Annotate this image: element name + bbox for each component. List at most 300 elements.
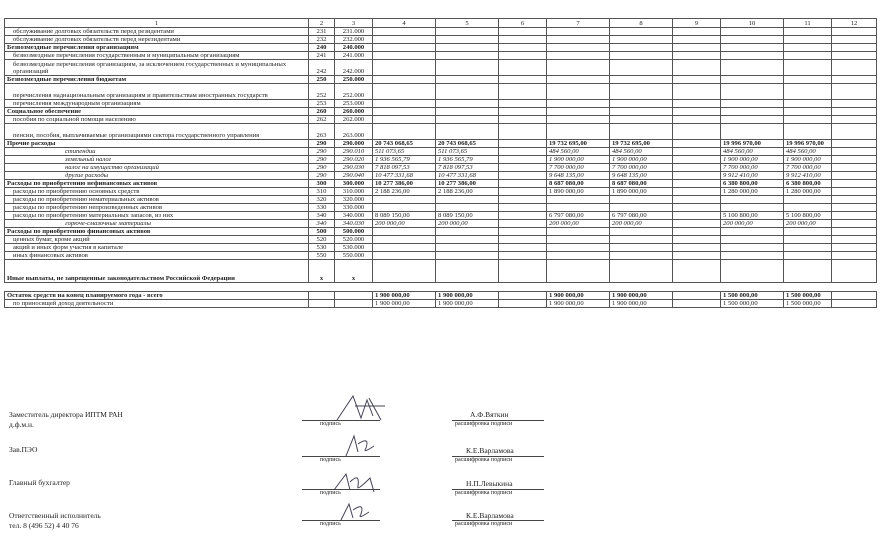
balance-table-body (5, 292, 877, 308)
value-cell (547, 108, 610, 116)
value-cell: 7 818 097,53 (373, 164, 436, 172)
table-row (5, 148, 877, 156)
value-cell (436, 116, 499, 124)
row-code-cell: 520 (309, 236, 335, 244)
signer-name: А.Ф.Вяткин (470, 410, 509, 419)
table-row (5, 84, 877, 100)
value-cell (499, 140, 547, 148)
value-cell (832, 212, 877, 220)
row-code-cell: 320 (309, 196, 335, 204)
value-cell (721, 60, 784, 76)
value-cell (832, 44, 877, 52)
row-code-cell: 550 (309, 252, 335, 260)
signature-label: подпись (320, 457, 341, 463)
row-name-cell: Социальное обеспечение (5, 108, 309, 116)
column-number-row (5, 19, 877, 28)
table-row (5, 28, 877, 36)
signer-subtitle: тел. 8 (496 52) 4 40 76 (9, 521, 79, 530)
value-cell: 7 700 000,00 (610, 164, 673, 172)
value-cell: 484 560,00 (547, 148, 610, 156)
value-cell (373, 52, 436, 60)
value-cell: 10 477 331,68 (373, 172, 436, 180)
value-cell (832, 116, 877, 124)
value-cell (436, 228, 499, 236)
value-cell (784, 28, 832, 36)
value-cell: 484 560,00 (784, 148, 832, 156)
value-cell (784, 36, 832, 44)
value-cell (499, 172, 547, 180)
value-cell (373, 76, 436, 84)
row-code-cell: 340 (309, 220, 335, 228)
table-row (5, 300, 877, 308)
value-cell (832, 236, 877, 244)
value-cell: 200 000,00 (373, 220, 436, 228)
value-cell (832, 60, 877, 76)
row-code-cell: 290 (309, 164, 335, 172)
value-cell (673, 76, 721, 84)
row-code-cell: 231 (309, 28, 335, 36)
kosgu-code-cell: 340.000 (335, 212, 373, 220)
kosgu-code-cell: 263.000 (335, 124, 373, 140)
row-name-cell: Расходы по приобретению нефинансовых активов (5, 180, 309, 188)
row-name-cell: обслуживание долговых обязательств перед нерезидентами (5, 36, 309, 44)
value-cell (832, 156, 877, 164)
value-cell (784, 196, 832, 204)
row-name-cell: Безвозмездные перечисления бюджетам (5, 76, 309, 84)
value-cell (721, 260, 784, 283)
row-name-cell: Иные выплаты, не запрещенные законодательством Российской Федерации (5, 260, 309, 283)
value-cell (373, 84, 436, 100)
value-cell (784, 124, 832, 140)
kosgu-code-cell: 320.000 (335, 196, 373, 204)
kosgu-code-cell: 290.010 (335, 148, 373, 156)
value-cell (673, 220, 721, 228)
value-cell (721, 44, 784, 52)
column-number-cell: 2 (309, 19, 335, 28)
value-cell (721, 76, 784, 84)
value-cell: 1 500 000,00 (721, 292, 784, 300)
row-name-cell: налог на имущество организаций (5, 164, 309, 172)
signature-image (333, 392, 393, 424)
row-name-cell: пенсии, пособия, выплачиваемые организациями сектора государственного управления (5, 124, 309, 140)
row-name-cell: горюче-смазочные материалы (5, 220, 309, 228)
value-cell: 7 818 097,53 (436, 164, 499, 172)
value-cell: 2 188 236,00 (373, 188, 436, 196)
value-cell (610, 84, 673, 100)
value-cell (610, 244, 673, 252)
value-cell (721, 108, 784, 116)
value-cell (499, 212, 547, 220)
value-cell: 511 073,65 (373, 148, 436, 156)
kosgu-code-cell: 232.000 (335, 36, 373, 44)
value-cell: 5 100 800,00 (721, 212, 784, 220)
value-cell (610, 60, 673, 76)
value-cell: 6 797 080,00 (547, 212, 610, 220)
value-cell (832, 228, 877, 236)
value-cell (673, 84, 721, 100)
table-row (5, 108, 877, 116)
kosgu-code-cell (335, 292, 373, 300)
row-name-cell: ценных бумаг, кроме акций (5, 236, 309, 244)
row-name-cell: расходы по приобретению материальных запасов, из них (5, 212, 309, 220)
value-cell (547, 252, 610, 260)
table-row (5, 236, 877, 244)
value-cell (610, 236, 673, 244)
column-number-cell: 9 (673, 19, 721, 28)
row-name-cell: расходы по приобретению нематериальных активов (5, 196, 309, 204)
value-cell (436, 52, 499, 60)
value-cell (436, 44, 499, 52)
value-cell (721, 100, 784, 108)
row-code-cell: 500 (309, 228, 335, 236)
value-cell (673, 36, 721, 44)
value-cell: 8 089 150,00 (436, 212, 499, 220)
value-cell (436, 204, 499, 212)
value-cell: 1 890 000,00 (547, 188, 610, 196)
signature-image (330, 468, 380, 496)
value-cell (673, 260, 721, 283)
kosgu-code-cell: 241.000 (335, 52, 373, 60)
row-code-cell: 300 (309, 180, 335, 188)
value-cell (373, 252, 436, 260)
value-cell: 1 900 000,00 (436, 300, 499, 308)
value-cell (721, 252, 784, 260)
value-cell: 1 900 000,00 (547, 300, 610, 308)
value-cell (499, 116, 547, 124)
table-row (5, 100, 877, 108)
value-cell (547, 228, 610, 236)
value-cell (784, 228, 832, 236)
value-cell (673, 236, 721, 244)
value-cell (547, 244, 610, 252)
value-cell (673, 196, 721, 204)
kosgu-code-cell: 231.000 (335, 28, 373, 36)
value-cell (436, 60, 499, 76)
value-cell: 6 380 800,00 (784, 180, 832, 188)
value-cell (373, 100, 436, 108)
row-code-cell: 310 (309, 188, 335, 196)
row-name-cell: Остаток средств на конец планируемого года - всего (5, 292, 309, 300)
value-cell: 1 900 000,00 (610, 300, 673, 308)
value-cell: 1 280 000,00 (721, 188, 784, 196)
value-cell (832, 260, 877, 283)
value-cell (673, 180, 721, 188)
value-cell (784, 244, 832, 252)
row-code-cell (309, 292, 335, 300)
table-row (5, 124, 877, 140)
value-cell (610, 76, 673, 84)
value-cell: 8 687 080,00 (547, 180, 610, 188)
value-cell (721, 52, 784, 60)
value-cell (673, 300, 721, 308)
row-name-cell: акций и иных форм участия в капитале (5, 244, 309, 252)
value-cell (721, 124, 784, 140)
value-cell (610, 124, 673, 140)
row-code-cell (309, 300, 335, 308)
value-cell (373, 228, 436, 236)
signature-image (335, 500, 375, 524)
table-row (5, 252, 877, 260)
kosgu-code-cell: 290.030 (335, 164, 373, 172)
value-cell: 10 277 386,00 (436, 180, 499, 188)
table-row (5, 204, 877, 212)
value-cell (373, 108, 436, 116)
value-cell (499, 52, 547, 60)
value-cell: 6 797 080,00 (610, 212, 673, 220)
value-cell: 19 732 695,00 (610, 140, 673, 148)
value-cell (832, 300, 877, 308)
value-cell (673, 244, 721, 252)
column-number-cell: 12 (832, 19, 877, 28)
table-row (5, 172, 877, 180)
value-cell (832, 76, 877, 84)
value-cell (673, 148, 721, 156)
kosgu-code-cell: 260.000 (335, 108, 373, 116)
column-number-cell: 5 (436, 19, 499, 28)
signer-name: К.Е.Варламова (466, 446, 514, 455)
value-cell (832, 220, 877, 228)
table-row (5, 60, 877, 76)
column-number-cell: 8 (610, 19, 673, 28)
value-cell (721, 204, 784, 212)
row-code-cell: 290 (309, 140, 335, 148)
value-cell (673, 60, 721, 76)
value-cell: 7 700 000,00 (721, 164, 784, 172)
expenses-table (4, 18, 877, 283)
value-cell (673, 164, 721, 172)
column-number-cell: 7 (547, 19, 610, 28)
value-cell (610, 204, 673, 212)
value-cell (436, 28, 499, 36)
value-cell (832, 100, 877, 108)
value-cell (673, 124, 721, 140)
value-cell: 2 188 236,00 (436, 188, 499, 196)
value-cell (373, 116, 436, 124)
value-cell (547, 52, 610, 60)
value-cell: 1 500 000,00 (721, 300, 784, 308)
table-row (5, 244, 877, 252)
value-cell (610, 28, 673, 36)
value-cell (436, 76, 499, 84)
row-name-cell: другие расходы (5, 172, 309, 180)
value-cell (436, 260, 499, 283)
value-cell (673, 140, 721, 148)
financial-plan-sheet (4, 18, 876, 308)
table-row (5, 180, 877, 188)
value-cell (547, 116, 610, 124)
value-cell (436, 236, 499, 244)
value-cell (436, 108, 499, 116)
row-name-cell: стипендии (5, 148, 309, 156)
value-cell (547, 76, 610, 84)
kosgu-code-cell: 530.000 (335, 244, 373, 252)
value-cell: 1 900 000,00 (373, 292, 436, 300)
kosgu-code-cell: 253.000 (335, 100, 373, 108)
value-cell: 7 700 000,00 (784, 164, 832, 172)
value-cell (784, 44, 832, 52)
kosgu-code-cell: 310.000 (335, 188, 373, 196)
value-cell (610, 108, 673, 116)
value-cell (832, 188, 877, 196)
signer-subtitle: д.ф.м.н. (9, 420, 34, 429)
value-cell (436, 124, 499, 140)
value-cell (832, 140, 877, 148)
row-code-cell: 290 (309, 172, 335, 180)
value-cell: 1 900 000,00 (721, 156, 784, 164)
value-cell (436, 84, 499, 100)
value-cell (832, 124, 877, 140)
row-name-cell: Расходы по приобретению финансовых активов (5, 228, 309, 236)
value-cell (499, 60, 547, 76)
value-cell (673, 156, 721, 164)
value-cell (610, 116, 673, 124)
value-cell: 200 000,00 (436, 220, 499, 228)
kosgu-code-cell: 340.030 (335, 220, 373, 228)
row-code-cell: 262 (309, 116, 335, 124)
row-code-cell: 260 (309, 108, 335, 116)
signer-name: К.Е.Варламова (466, 511, 514, 520)
table-row (5, 52, 877, 60)
value-cell (499, 220, 547, 228)
value-cell (499, 252, 547, 260)
value-cell (673, 252, 721, 260)
value-cell: 19 996 970,00 (721, 140, 784, 148)
table-row (5, 156, 877, 164)
row-code-cell: 263 (309, 124, 335, 140)
value-cell (721, 84, 784, 100)
value-cell (610, 228, 673, 236)
row-code-cell: 340 (309, 212, 335, 220)
value-cell: 511 073,65 (436, 148, 499, 156)
row-code-cell: 290 (309, 156, 335, 164)
value-cell (673, 188, 721, 196)
value-cell (373, 28, 436, 36)
value-cell (499, 100, 547, 108)
value-cell (673, 52, 721, 60)
value-cell (721, 228, 784, 236)
value-cell: 200 000,00 (547, 220, 610, 228)
row-name-cell: по приносящей доход деятельности (5, 300, 309, 308)
kosgu-code-cell: 520.000 (335, 236, 373, 244)
value-cell (673, 292, 721, 300)
value-cell (373, 60, 436, 76)
value-cell (784, 260, 832, 283)
signer-name: Н.П.Левыкина (466, 479, 513, 488)
value-cell (673, 28, 721, 36)
value-cell: 10 477 331,68 (436, 172, 499, 180)
row-name-cell: перечисления наднациональным организациям и правительствам иностранных государств (5, 84, 309, 100)
value-cell: 1 500 000,00 (784, 292, 832, 300)
value-cell (832, 180, 877, 188)
value-cell (673, 44, 721, 52)
signature-label: подпись (320, 421, 341, 427)
value-cell: 1 500 000,00 (784, 300, 832, 308)
value-cell (547, 36, 610, 44)
row-code-cell: x (309, 260, 335, 283)
row-code-cell: 241 (309, 52, 335, 60)
value-cell (673, 172, 721, 180)
column-number-cell: 6 (499, 19, 547, 28)
value-cell (721, 28, 784, 36)
value-cell (832, 108, 877, 116)
name-label: расшифровка подписи (455, 521, 513, 527)
value-cell (673, 100, 721, 108)
value-cell: 1 900 000,00 (610, 156, 673, 164)
row-name-cell: земельный налог (5, 156, 309, 164)
row-name-cell: пособия по социальной помощи населению (5, 116, 309, 124)
kosgu-code-cell: x (335, 260, 373, 283)
value-cell: 200 000,00 (784, 220, 832, 228)
value-cell (673, 108, 721, 116)
value-cell (721, 244, 784, 252)
value-cell (610, 196, 673, 204)
value-cell (436, 196, 499, 204)
value-cell (832, 172, 877, 180)
value-cell (547, 28, 610, 36)
value-cell (832, 292, 877, 300)
value-cell: 7 700 000,00 (547, 164, 610, 172)
table-row (5, 228, 877, 236)
value-cell (373, 236, 436, 244)
value-cell (784, 60, 832, 76)
kosgu-code-cell: 242.000 (335, 60, 373, 76)
value-cell (610, 44, 673, 52)
kosgu-code-cell: 290.020 (335, 156, 373, 164)
value-cell (499, 300, 547, 308)
row-name-cell: Безвозмездные перечисления организациям (5, 44, 309, 52)
row-code-cell: 232 (309, 36, 335, 44)
row-code-cell: 530 (309, 244, 335, 252)
kosgu-code-cell: 300.000 (335, 180, 373, 188)
value-cell (373, 196, 436, 204)
value-cell (673, 212, 721, 220)
value-cell (547, 60, 610, 76)
name-label: расшифровка подписи (455, 490, 513, 496)
value-cell (499, 260, 547, 283)
table-row (5, 44, 877, 52)
signature-image (340, 432, 380, 460)
value-cell (499, 188, 547, 196)
value-cell (547, 204, 610, 212)
value-cell: 6 380 800,00 (721, 180, 784, 188)
table-row (5, 140, 877, 148)
value-cell: 1 900 000,00 (610, 292, 673, 300)
value-cell (499, 164, 547, 172)
value-cell (610, 36, 673, 44)
value-cell (832, 244, 877, 252)
value-cell (784, 108, 832, 116)
row-name-cell: безвозмездные перечисления государственным и муниципальным организациям (5, 52, 309, 60)
value-cell (499, 180, 547, 188)
value-cell (499, 44, 547, 52)
row-name-cell: иных финансовых активов (5, 252, 309, 260)
value-cell: 1 936 565,79 (373, 156, 436, 164)
value-cell (499, 148, 547, 156)
value-cell (373, 260, 436, 283)
value-cell: 10 277 386,00 (373, 180, 436, 188)
value-cell: 20 743 068,65 (436, 140, 499, 148)
value-cell (832, 252, 877, 260)
value-cell (499, 236, 547, 244)
value-cell (547, 84, 610, 100)
value-cell (784, 52, 832, 60)
value-cell (373, 124, 436, 140)
kosgu-code-cell: 290.040 (335, 172, 373, 180)
row-code-cell: 252 (309, 84, 335, 100)
row-code-cell: 250 (309, 76, 335, 84)
value-cell (832, 148, 877, 156)
row-name-cell: безвозмездные перечисления организациям, за исключением государственных и муниципальных организаций (5, 60, 309, 76)
